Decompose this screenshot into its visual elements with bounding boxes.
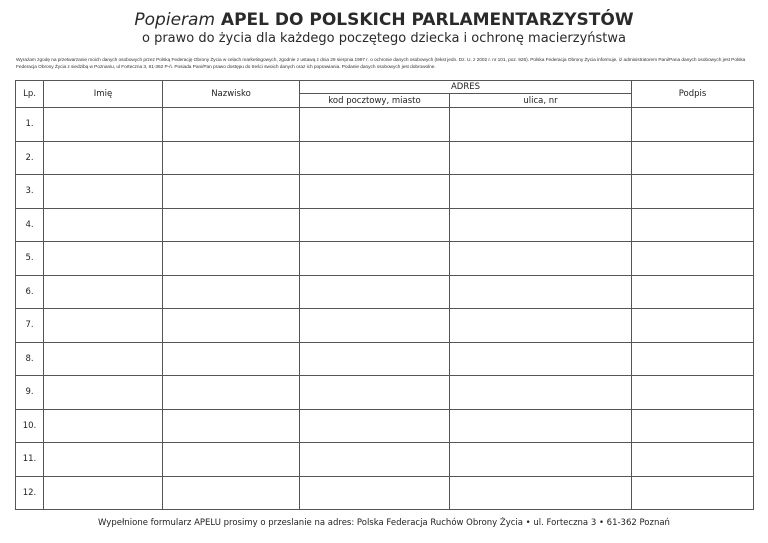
row-number: 7. xyxy=(16,309,44,343)
table-row xyxy=(16,309,754,343)
nazwisko-cell[interactable] xyxy=(163,342,300,376)
imie-cell[interactable] xyxy=(44,242,163,276)
header-podpis: Podpis xyxy=(632,81,754,108)
header-lp: Lp. xyxy=(16,81,44,108)
ulica-cell[interactable] xyxy=(450,175,632,209)
podpis-cell[interactable] xyxy=(632,108,754,142)
kod-pocztowy-cell[interactable] xyxy=(300,376,450,410)
podpis-cell[interactable] xyxy=(632,342,754,376)
nazwisko-cell[interactable] xyxy=(163,443,300,477)
nazwisko-cell[interactable] xyxy=(163,275,300,309)
row-number: 2. xyxy=(16,141,44,175)
nazwisko-cell[interactable] xyxy=(163,409,300,443)
nazwisko-cell[interactable] xyxy=(163,108,300,142)
row-number: 8. xyxy=(16,342,44,376)
podpis-cell[interactable] xyxy=(632,141,754,175)
ulica-cell[interactable] xyxy=(450,409,632,443)
imie-cell[interactable] xyxy=(44,208,163,242)
podpis-cell[interactable] xyxy=(632,443,754,477)
header-imie: Imię xyxy=(44,81,163,108)
ulica-cell[interactable] xyxy=(450,108,632,142)
podpis-cell[interactable] xyxy=(632,275,754,309)
kod-pocztowy-cell[interactable] xyxy=(300,108,450,142)
nazwisko-cell[interactable] xyxy=(163,141,300,175)
imie-cell[interactable] xyxy=(44,409,163,443)
table-row xyxy=(16,275,754,309)
imie-cell[interactable] xyxy=(44,141,163,175)
nazwisko-cell[interactable] xyxy=(163,309,300,343)
kod-pocztowy-cell[interactable] xyxy=(300,309,450,343)
row-number: 4. xyxy=(16,208,44,242)
consent-text: Wyrażam zgodę na przetwarzanie moich danych osobowych przez Polską Federację Obrony Życia w celach marketingowych, zgodnie z ustawą z dnia 29 sierpnia 1997 r. o ochronie danych osobowych (tekst jedn. Dz. U. z 2002 r. nr 101, poz. 926). Polska Federacja Obrony Życia informuje, iż administratorem Pani/Pana danych osobowych jest Polska Federacja Obrony Życia z siedzibą w Poznaniu, ul Forteczna 3, 61-362 P-ń. Posiada Pani/Pan prawo dostępu do treści swoich danych oraz ich poprawiania. Podanie danych osobowych jest dobrowolne. xyxy=(16,58,746,70)
title-bold: APEL DO POLSKICH PARLAMENTARZYSTÓW xyxy=(220,10,634,30)
imie-cell[interactable] xyxy=(44,443,163,477)
ulica-cell[interactable] xyxy=(450,242,632,276)
ulica-cell[interactable] xyxy=(450,342,632,376)
nazwisko-cell[interactable] xyxy=(163,208,300,242)
kod-pocztowy-cell[interactable] xyxy=(300,443,450,477)
table-row xyxy=(16,242,754,276)
table-row xyxy=(16,476,754,510)
row-number: 11. xyxy=(16,443,44,477)
kod-pocztowy-cell[interactable] xyxy=(300,208,450,242)
nazwisko-cell[interactable] xyxy=(163,476,300,510)
nazwisko-cell[interactable] xyxy=(163,242,300,276)
podpis-cell[interactable] xyxy=(632,309,754,343)
podpis-cell[interactable] xyxy=(632,175,754,209)
podpis-cell[interactable] xyxy=(632,409,754,443)
kod-pocztowy-cell[interactable] xyxy=(300,141,450,175)
row-number: 1. xyxy=(16,108,44,142)
row-number: 5. xyxy=(16,242,44,276)
header-ulica: ulica, nr xyxy=(450,94,632,108)
kod-pocztowy-cell[interactable] xyxy=(300,476,450,510)
nazwisko-cell[interactable] xyxy=(163,175,300,209)
signature-table xyxy=(15,80,754,510)
ulica-cell[interactable] xyxy=(450,309,632,343)
ulica-cell[interactable] xyxy=(450,376,632,410)
kod-pocztowy-cell[interactable] xyxy=(300,242,450,276)
table-row xyxy=(16,208,754,242)
table-row xyxy=(16,443,754,477)
footer-address: Wypełnione formularz APELU prosimy o przeslanie na adres: Polska Federacja Ruchów Obrony Życia • ul. Forteczna 3 • 61-362 Poznań xyxy=(98,518,670,528)
row-number: 9. xyxy=(16,376,44,410)
imie-cell[interactable] xyxy=(44,476,163,510)
page-subtitle: o prawo do życia dla każdego poczętego dziecka i ochronę macierzyństwa xyxy=(142,31,626,46)
kod-pocztowy-cell[interactable] xyxy=(300,175,450,209)
header-adres: ADRES xyxy=(300,81,632,94)
kod-pocztowy-cell[interactable] xyxy=(300,342,450,376)
row-number: 3. xyxy=(16,175,44,209)
imie-cell[interactable] xyxy=(44,108,163,142)
kod-pocztowy-cell[interactable] xyxy=(300,275,450,309)
table-row xyxy=(16,108,754,142)
header-kod-pocztowy: kod pocztowy, miasto xyxy=(300,94,450,108)
table-row xyxy=(16,376,754,410)
table-row xyxy=(16,175,754,209)
imie-cell[interactable] xyxy=(44,275,163,309)
podpis-cell[interactable] xyxy=(632,376,754,410)
podpis-cell[interactable] xyxy=(632,208,754,242)
kod-pocztowy-cell[interactable] xyxy=(300,409,450,443)
podpis-cell[interactable] xyxy=(632,476,754,510)
imie-cell[interactable] xyxy=(44,376,163,410)
imie-cell[interactable] xyxy=(44,175,163,209)
title-italic: Popieram xyxy=(134,10,215,30)
imie-cell[interactable] xyxy=(44,309,163,343)
ulica-cell[interactable] xyxy=(450,275,632,309)
ulica-cell[interactable] xyxy=(450,443,632,477)
ulica-cell[interactable] xyxy=(450,208,632,242)
imie-cell[interactable] xyxy=(44,342,163,376)
row-number: 12. xyxy=(16,476,44,510)
row-number: 10. xyxy=(16,409,44,443)
ulica-cell[interactable] xyxy=(450,476,632,510)
ulica-cell[interactable] xyxy=(450,141,632,175)
table-row xyxy=(16,409,754,443)
nazwisko-cell[interactable] xyxy=(163,376,300,410)
table-row xyxy=(16,141,754,175)
podpis-cell[interactable] xyxy=(632,242,754,276)
header-nazwisko: Nazwisko xyxy=(163,81,300,108)
page-title xyxy=(0,10,768,30)
table-row xyxy=(16,342,754,376)
row-number: 6. xyxy=(16,275,44,309)
